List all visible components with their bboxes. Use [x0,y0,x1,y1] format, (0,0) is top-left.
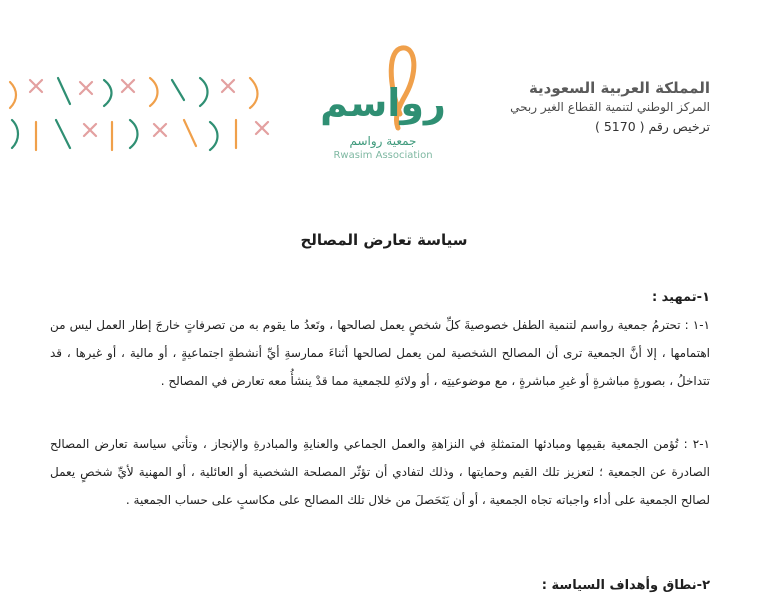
organization-header [470,78,710,137]
kingdom-name: المملكة العربية السعودية [528,79,710,97]
paragraph-1-1-text: ١-١ : تحترمُ جمعية رواسم لتنمية الطفل خصوصيةَ كلِّ شخصٍ يعمل لصالحها ، وتَعدُ ما يقوم به من تصرفاتٍ خارجَ إطار العمل ليس من اهتمامها ، إلا أنَّ الجمعية ترى أن المصالح الشخصية لمن يعمل لصالحها أثناءَ ممارسةِ أيِّ أنشطةٍ اجتماعيةٍ ، أو مالية ، أو غيرها ، قد تتداخلُ ، بصورةٍ مباشرةٍ أو غيرِ مباشرةٍ ، مع موضوعيتِه ، أو ولائهِ للجمعية مما قدْ ينشأُ معه تعارض في المصالح . [50,318,710,388]
national-center-name: المركز الوطني لتنمية القطاع الغير ربحي [510,100,710,114]
section-1-heading: ١-تمهيد : [651,290,710,305]
rwasim-logo [318,42,448,164]
document-title: سياسة تعارض المصالح [300,231,468,249]
decorative-pattern [0,70,275,160]
paragraph-1-2-text: ١-٢ : تُؤمن الجمعية بقيمِها ومبادئها المتمثلةِ في النزاهةِ والعمل الجماعي والعنايةِ والمبادرةِ والإنجاز ، وتأتي سياسة تعارض المصالح الصادرة عن الجمعية ؛ لتعزيز تلك القيم وحمايتها ، وذلك لتفادي أن تؤثّر المصلحة الشخصية أو العائلية ، أو المهنية لأيِّ شخصٍ يعمل لصالح الجمعية على أداء واجباته تجاه الجمعية ، أو أن يَتَحَصلَ من خلال تلك المصالح على مكاسبٍ على حساب الجمعية . [50,437,710,507]
logo-arabic-name: جمعية رواسم [349,134,417,148]
paragraph-1-2 [50,430,710,514]
logo-english-name: Rwasim Association [333,150,433,161]
logo-wordmark: رواسم [320,81,446,125]
section-2-heading: ٢-نطاق وأهداف السياسة : [541,578,710,593]
license-number: ترخيص رقم ( 5170 ) [595,119,710,134]
logo-mark [318,42,448,134]
paragraph-1-1 [50,311,710,395]
